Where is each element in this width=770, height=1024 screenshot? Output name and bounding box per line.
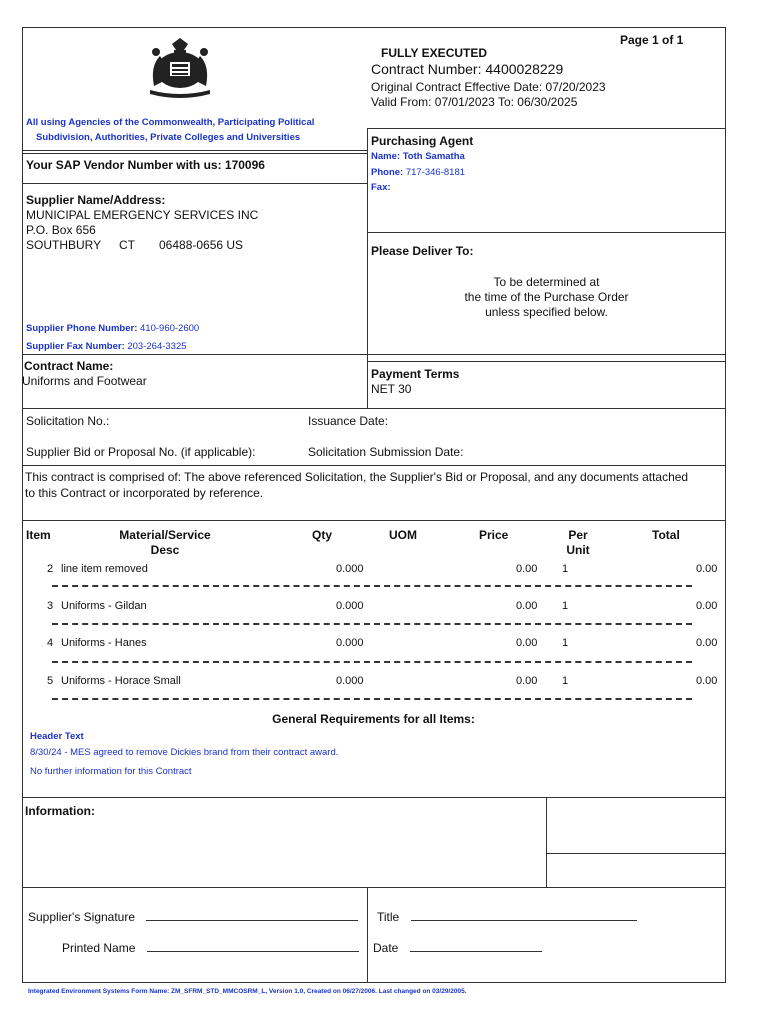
payment-terms: NET 30: [371, 382, 412, 396]
divider-left-sap2: [22, 153, 367, 154]
header-text-label: Header Text: [30, 731, 84, 742]
divider-right-payment: [367, 361, 725, 362]
row-item: 2: [47, 563, 54, 575]
date-line[interactable]: [410, 942, 542, 952]
purchasing-agent-phone: [371, 167, 465, 178]
row-price: 0.00: [516, 600, 538, 612]
row-separator: [52, 698, 692, 700]
title-field[interactable]: [377, 910, 637, 924]
divider-info-right: [546, 797, 547, 887]
deliver-to-title: Please Deliver To:: [371, 244, 474, 258]
solicitation-no: Solicitation No.:: [26, 414, 110, 428]
supplier-state: CT: [119, 238, 135, 252]
valid-range: Valid From: 07/01/2023 To: 06/30/2025: [371, 95, 578, 109]
divider-signature-top: [22, 887, 725, 888]
printed-name-line[interactable]: [147, 942, 359, 952]
deliver-line3: unless specified below.: [485, 305, 608, 319]
divider-upper-vertical: [367, 128, 368, 408]
divider-right-deliver: [367, 232, 725, 233]
row-desc: Uniforms - Horace Small: [61, 675, 181, 687]
row-per: 1: [562, 675, 569, 687]
col-price: Price: [479, 528, 509, 542]
date-label: Date: [373, 941, 399, 955]
divider-signature-vertical: [367, 887, 368, 982]
row-per: 1: [562, 600, 569, 612]
submission-date: Solicitation Submission Date:: [308, 445, 464, 459]
divider-left-sap: [22, 150, 367, 151]
date-field[interactable]: [373, 941, 542, 955]
status-label: FULLY EXECUTED: [381, 46, 488, 60]
row-item: 5: [47, 675, 54, 687]
information-label: Information:: [25, 804, 95, 818]
divider-comprised: [22, 465, 725, 466]
footer-form-name: Integrated Environment Systems Form Name: ZM_SFRM_STD_MMCOSRM_L, Version 1.0, Created on 06/27/2006. Last changed on 03/29/2005.: [28, 988, 467, 995]
row-desc: line item removed: [61, 563, 148, 575]
row-qty: 0.000: [336, 637, 364, 649]
row-price: 0.00: [516, 637, 538, 649]
contract-number: Contract Number: 4400028229: [371, 61, 564, 77]
row-price: 0.00: [516, 675, 538, 687]
row-separator: [52, 623, 692, 625]
divider-solicitation: [22, 408, 725, 409]
row-item: 4: [47, 637, 54, 649]
row-qty: 0.000: [336, 600, 364, 612]
col-uom: UOM: [389, 528, 417, 542]
row-qty: 0.000: [336, 563, 364, 575]
divider-information: [22, 797, 725, 798]
agencies-line2: Subdivision, Authorities, Private Colleges and Universities: [36, 132, 301, 143]
row-desc: Uniforms - Hanes: [61, 637, 147, 649]
commonwealth-seal-icon: [140, 36, 220, 102]
row-item: 3: [47, 600, 54, 612]
divider-info-right-h: [546, 853, 725, 854]
agencies-line1: All using Agencies of the Commonwealth, Participating Political: [26, 117, 315, 128]
row-total: 0.00: [696, 675, 718, 687]
purchasing-agent-title: Purchasing Agent: [371, 134, 474, 148]
agent-name-value: Toth Samatha: [402, 151, 465, 162]
original-effective-date: Original Contract Effective Date: 07/20/2023: [371, 80, 606, 94]
contract-name: Uniforms and Footwear: [22, 374, 147, 388]
supplier-fax: [26, 341, 187, 352]
page-count: Page 1 of 1: [620, 33, 684, 47]
supplier-fax-label: Supplier Fax Number:: [26, 341, 125, 352]
supplier-zip-country: 06488-0656 US: [159, 238, 244, 252]
general-requirements-title: General Requirements for all Items:: [272, 712, 475, 726]
frame-right: [725, 27, 726, 983]
supplier-fax-value: 203-264-3325: [127, 341, 187, 352]
deliver-line2: the time of the Purchase Order: [464, 290, 629, 304]
col-desc-line1: Material/Service: [119, 528, 211, 542]
frame-top: [22, 27, 725, 28]
divider-contract-name: [22, 354, 725, 355]
col-desc: [110, 528, 220, 557]
comprised-line1: This contract is comprised of: The above referenced Solicitation, the Supplier's Bid or Proposal, and any documents attached: [25, 470, 689, 484]
supplier-phone-label: Supplier Phone Number:: [26, 323, 138, 334]
row-price: 0.00: [516, 563, 538, 575]
col-item: Item: [26, 528, 51, 542]
row-per: 1: [562, 563, 569, 575]
printed-name-field[interactable]: [62, 941, 359, 955]
printed-name-label: Printed Name: [62, 941, 136, 955]
purchasing-agent-name: [371, 151, 465, 162]
frame-bottom: [22, 982, 726, 983]
divider-table-top: [22, 520, 725, 521]
col-total: Total: [652, 528, 680, 542]
supplier-signature-line[interactable]: [146, 911, 358, 921]
purchasing-agent-fax: Fax:: [371, 182, 391, 193]
deliver-line1: To be determined at: [493, 275, 600, 289]
col-per-line2: Unit: [566, 543, 590, 557]
agent-phone-label: Phone:: [371, 167, 404, 178]
supplier-name: MUNICIPAL EMERGENCY SERVICES INC: [26, 208, 259, 222]
col-qty: Qty: [312, 528, 333, 542]
col-per-unit: [560, 528, 596, 557]
issuance-date: Issuance Date:: [308, 414, 389, 428]
frame-left: [22, 27, 23, 983]
supplier-phone-value: 410-960-2600: [140, 323, 200, 334]
row-separator: [52, 661, 692, 663]
supplier-city: SOUTHBURY: [26, 238, 102, 252]
supplier-signature-field[interactable]: [28, 910, 358, 924]
supplier-bid-no: Supplier Bid or Proposal No. (if applicable):: [26, 445, 256, 459]
sap-vendor-number: Your SAP Vendor Number with us: 170096: [26, 158, 265, 172]
row-desc: Uniforms - Gildan: [61, 600, 147, 612]
row-total: 0.00: [696, 563, 718, 575]
supplier-phone: [26, 323, 199, 334]
payment-terms-label: Payment Terms: [371, 367, 460, 381]
requirements-note: 8/30/24 - MES agreed to remove Dickies brand from their contract award.: [30, 747, 339, 758]
agent-phone-value: 717-346-8181: [405, 167, 466, 178]
contract-name-label: Contract Name:: [24, 359, 114, 373]
row-per: 1: [562, 637, 569, 649]
title-line[interactable]: [411, 911, 637, 921]
divider-right-top: [367, 128, 725, 129]
title-label: Title: [377, 910, 400, 924]
row-total: 0.00: [696, 637, 718, 649]
row-qty: 0.000: [336, 675, 364, 687]
no-further-info: No further information for this Contract: [30, 766, 192, 777]
supplier-signature-label: Supplier's Signature: [28, 910, 136, 924]
row-total: 0.00: [696, 600, 718, 612]
divider-left-supplier: [22, 183, 367, 184]
row-separator: [52, 585, 692, 587]
supplier-address: P.O. Box 656: [26, 223, 96, 237]
comprised-line2: to this Contract or incorporated by reference.: [25, 486, 264, 500]
col-per-line1: Per: [568, 528, 588, 542]
agent-name-label: Name:: [371, 151, 401, 162]
col-desc-line2: Desc: [150, 543, 180, 557]
supplier-name-label: Supplier Name/Address:: [26, 193, 166, 207]
